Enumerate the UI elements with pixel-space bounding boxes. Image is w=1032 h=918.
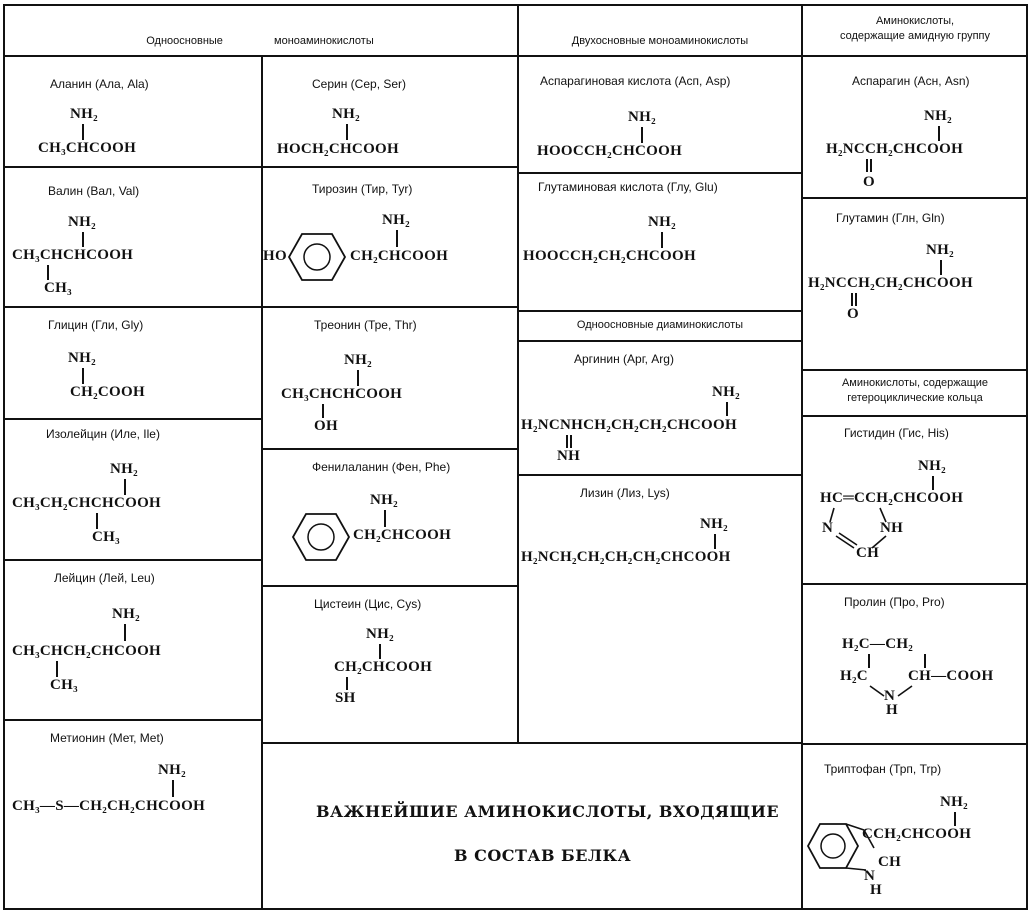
glutamine-name: Глутамин (Глн, Gln) [836, 211, 945, 225]
phenylalanine-bond [384, 510, 386, 527]
tryptophan-ring-n: N [864, 868, 876, 884]
methionine-bond [172, 780, 174, 797]
threonine-hydroxyl: OH [314, 418, 338, 434]
lysine-bond [714, 534, 716, 549]
asparagine-formula: H₂NCCH₂CHCOOH [826, 141, 964, 157]
glycine-name: Глицин (Гли, Gly) [48, 318, 144, 332]
glutamine-amine: NH₂ [926, 242, 954, 258]
header-amide: Аминокислоты, содержащие амидную группу [839, 15, 991, 42]
asparagine-double-bond-a [866, 159, 868, 172]
glycine-formula: CH₂COOH [70, 384, 145, 400]
arginine-formula: H₂NCNHCH₂CH₂CH₂CHCOOH [521, 417, 737, 433]
isoleucine-amine: NH₂ [110, 461, 138, 477]
valine-bond-bottom [47, 265, 49, 280]
threonine-formula: CH₃CHCHCOOH [281, 386, 403, 402]
isoleucine-formula: CH₃CH₂CHCHCOOH [12, 495, 162, 511]
tryptophan-formula: CCH₂CHCOOH [862, 826, 972, 842]
alanine-amine: NH₂ [70, 106, 98, 122]
header-mono-mono-cell [3, 4, 519, 57]
glutamic-name: Глутаминовая кислота (Глу, Glu) [538, 180, 718, 194]
tyrosine-benzene-ring-icon [287, 232, 347, 282]
cysteine-thiol: SH [335, 690, 356, 706]
leucine-name: Лейцин (Лей, Leu) [54, 571, 155, 585]
tyrosine-hydroxyl: HO [263, 248, 287, 264]
phenylalanine-benzene-ring-icon [291, 512, 351, 562]
aspartic-bond [641, 127, 643, 143]
tryptophan-bond-top [954, 812, 956, 826]
serine-name: Серин (Сер, Ser) [312, 77, 407, 91]
cysteine-bond-top [379, 644, 381, 659]
threonine-amine: NH₂ [344, 352, 372, 368]
asparagine-oxygen: O [863, 174, 875, 190]
header-di-mono-cell [517, 4, 803, 57]
asparagine-double-bond-b [870, 159, 872, 172]
glutamine-oxygen: O [847, 306, 859, 322]
aspartic-formula: HOOCCH₂CHCOOH [537, 143, 683, 159]
arginine-bond-top [726, 402, 728, 416]
serine-formula: HOCH₂CHCOOH [277, 141, 399, 157]
tryptophan-amine: NH₂ [940, 794, 968, 810]
tyrosine-formula: CH₂CHCOOH [350, 248, 449, 264]
phenylalanine-name: Фенилаланин (Фен, Phe) [312, 460, 451, 474]
tryptophan-ring-ch: CH [878, 854, 902, 870]
proline-hydrogen: H [886, 702, 898, 718]
threonine-bond-top [357, 370, 359, 386]
valine-name: Валин (Вал, Val) [48, 184, 140, 198]
valine-formula: CH₃CHCHCOOH [12, 247, 134, 263]
glutamine-double-bond-b [855, 293, 857, 306]
methionine-amine: NH₂ [158, 762, 186, 778]
proline-top: H₂C—CH₂ [842, 636, 914, 652]
header-hetero: Аминокислоты, содержащие гетероциклические кольца [841, 377, 989, 404]
isoleucine-bond-top [124, 479, 126, 495]
arginine-imine: NH [557, 448, 581, 464]
header-mono-di: Одноосновные диаминокислоты [576, 319, 744, 331]
lysine-formula: H₂NCH₂CH₂CH₂CH₂CHCOOH [521, 549, 731, 565]
tryptophan-name: Триптофан (Трп, Trp) [824, 762, 942, 776]
glycine-amine: NH₂ [68, 350, 96, 366]
glutamic-amine: NH₂ [648, 214, 676, 230]
glutamine-double-bond-a [851, 293, 853, 306]
asparagine-amine: NH₂ [924, 108, 952, 124]
glutamic-formula: HOOCCH₂CH₂CHCOOH [523, 248, 696, 264]
cell-lysine [517, 474, 803, 744]
table-title-line-2: В СОСТАВ БЕЛКА [454, 846, 632, 865]
glycine-bond [82, 368, 84, 384]
proline-nitrogen: N [884, 688, 896, 704]
aspartic-name: Аспарагиновая кислота (Асп, Asp) [540, 74, 731, 88]
header-mono-mono: Одноосновные моноаминокислоты [146, 35, 374, 47]
histidine-ring-nh: NH [880, 520, 904, 536]
alanine-formula: CH₃CHCOOH [38, 140, 137, 156]
header-di-mono: Двухосновные моноаминокислоты [571, 35, 749, 47]
methionine-name: Метионин (Мет, Met) [50, 731, 164, 745]
tyrosine-name: Тирозин (Тир, Tyr) [312, 182, 413, 196]
tryptophan-ring-h: H [870, 882, 882, 898]
leucine-bond-top [124, 624, 126, 641]
serine-bond [346, 124, 348, 140]
leucine-methyl: CH₃ [50, 677, 78, 693]
valine-amine: NH₂ [68, 214, 96, 230]
proline-name: Пролин (Про, Pro) [844, 595, 945, 609]
asparagine-name: Аспарагин (Асн, Asn) [852, 74, 970, 88]
arginine-double-bond-b [570, 435, 572, 448]
lysine-name: Лизин (Лиз, Lys) [580, 486, 670, 500]
glutamic-bond [661, 232, 663, 248]
tyrosine-amine: NH₂ [382, 212, 410, 228]
leucine-formula: CH₃CHCH₂CHCOOH [12, 643, 162, 659]
isoleucine-methyl: CH₃ [92, 529, 120, 545]
proline-right: CH—COOH [908, 668, 994, 684]
table-title-line-1: ВАЖНЕЙШИЕ АМИНОКИСЛОТЫ, ВХОДЯЩИЕ [316, 802, 780, 821]
serine-amine: NH₂ [332, 106, 360, 122]
alanine-name: Аланин (Ала, Ala) [50, 77, 149, 91]
histidine-ring-ch: CH [856, 545, 880, 561]
cysteine-name: Цистеин (Цис, Cys) [314, 597, 422, 611]
glutamine-bond-top [940, 260, 942, 275]
isoleucine-name: Изолейцин (Иле, Ile) [46, 427, 160, 441]
glutamine-formula: H₂NCCH₂CH₂CHCOOH [808, 275, 973, 291]
aspartic-amine: NH₂ [628, 109, 656, 125]
lysine-amine: NH₂ [700, 516, 728, 532]
arginine-amine: NH₂ [712, 384, 740, 400]
asparagine-bond-top [938, 126, 940, 141]
proline-bond-right [924, 654, 926, 668]
methionine-formula: CH₃—S—CH₂CH₂CHCOOH [12, 798, 206, 814]
leucine-amine: NH₂ [112, 606, 140, 622]
proline-bond-left [868, 654, 870, 668]
alanine-bond [82, 124, 84, 140]
isoleucine-bond-bottom [96, 513, 98, 529]
threonine-bond-bottom [322, 404, 324, 418]
valine-bond-top [82, 232, 84, 247]
histidine-name: Гистидин (Гис, His) [844, 426, 949, 440]
histidine-bond-top [932, 476, 934, 490]
cell-title [261, 742, 803, 910]
arginine-name: Аргинин (Арг, Arg) [574, 352, 674, 366]
cysteine-bond-bottom [346, 677, 348, 690]
proline-left: H₂C [840, 668, 868, 684]
histidine-ring-n: N [822, 520, 834, 536]
histidine-amine: NH₂ [918, 458, 946, 474]
valine-methyl: CH₃ [44, 280, 72, 296]
arginine-double-bond-a [566, 435, 568, 448]
phenylalanine-formula: CH₂CHCOOH [353, 527, 452, 543]
tyrosine-bond [396, 230, 398, 247]
threonine-name: Треонин (Тре, Thr) [314, 318, 417, 332]
cysteine-amine: NH₂ [366, 626, 394, 642]
leucine-bond-bottom [56, 661, 58, 677]
histidine-formula: HC═CCH₂CHCOOH [820, 490, 964, 506]
phenylalanine-amine: NH₂ [370, 492, 398, 508]
cysteine-formula: CH₂CHCOOH [334, 659, 433, 675]
